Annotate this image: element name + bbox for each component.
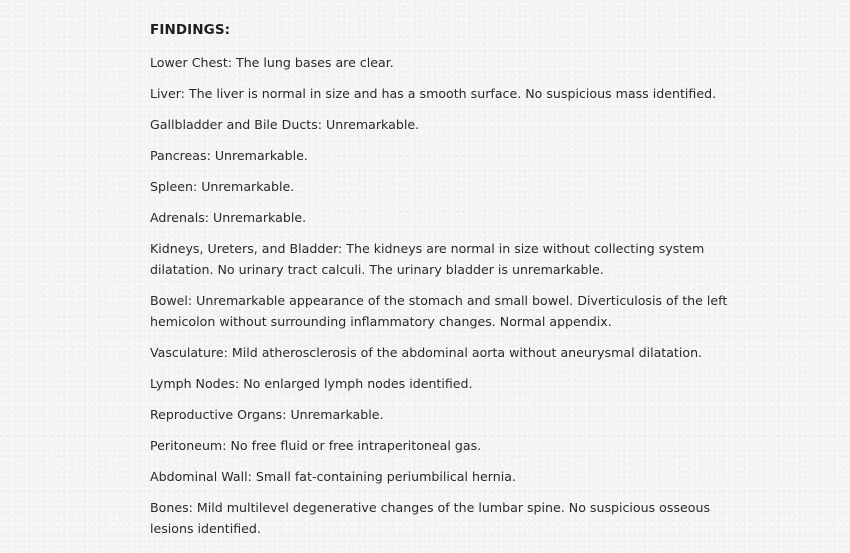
finding-text: Vasculature: Mild atherosclerosis of the abdominal aorta without aneurysmal dilatation. <box>150 345 703 360</box>
finding-text: hemicolon without surrounding inflammatory changes. Normal appendix. <box>150 314 612 329</box>
finding-text: Peritoneum: No free fluid or free intraperitoneal gas. <box>150 438 482 453</box>
finding-kidneys <box>150 238 728 280</box>
finding-bones <box>150 497 728 539</box>
finding-gallbladder <box>150 114 728 135</box>
finding-text: Liver: The liver is normal in size and has a smooth surface. No suspicious mass identified. <box>150 86 717 101</box>
finding-text: Pancreas: Unremarkable. <box>150 148 308 163</box>
finding-text: Abdominal Wall: Small fat-containing periumbilical hernia. <box>150 469 516 484</box>
finding-text: Lymph Nodes: No enlarged lymph nodes identified. <box>150 376 473 391</box>
finding-lymph-nodes <box>150 373 728 394</box>
finding-text: dilatation. No urinary tract calculi. The urinary bladder is unremarkable. <box>150 262 604 277</box>
finding-text: Spleen: Unremarkable. <box>150 179 295 194</box>
finding-pancreas <box>150 145 728 166</box>
finding-vasculature <box>150 342 728 363</box>
finding-abdominal-wall <box>150 466 728 487</box>
finding-adrenals <box>150 207 728 228</box>
finding-text: Bowel: Unremarkable appearance of the stomach and small bowel. Diverticulosis of the left <box>150 293 728 308</box>
finding-text: lesions identified. <box>150 521 261 536</box>
finding-text: Reproductive Organs: Unremarkable. <box>150 407 384 422</box>
finding-text: Bones: Mild multilevel degenerative changes of the lumbar spine. No suspicious osseous <box>150 500 711 515</box>
findings-heading: FINDINGS: <box>150 22 231 38</box>
report-document <box>150 21 728 549</box>
finding-reproductive <box>150 404 728 425</box>
finding-text: Lower Chest: The lung bases are clear. <box>150 55 394 70</box>
finding-spleen <box>150 176 728 197</box>
finding-liver <box>150 83 728 104</box>
finding-bowel <box>150 290 728 332</box>
finding-lower-chest <box>150 52 728 73</box>
finding-text: Kidneys, Ureters, and Bladder: The kidneys are normal in size without collecting system <box>150 241 705 256</box>
finding-peritoneum <box>150 435 728 456</box>
finding-text: Adrenals: Unremarkable. <box>150 210 307 225</box>
finding-text: Gallbladder and Bile Ducts: Unremarkable. <box>150 117 420 132</box>
